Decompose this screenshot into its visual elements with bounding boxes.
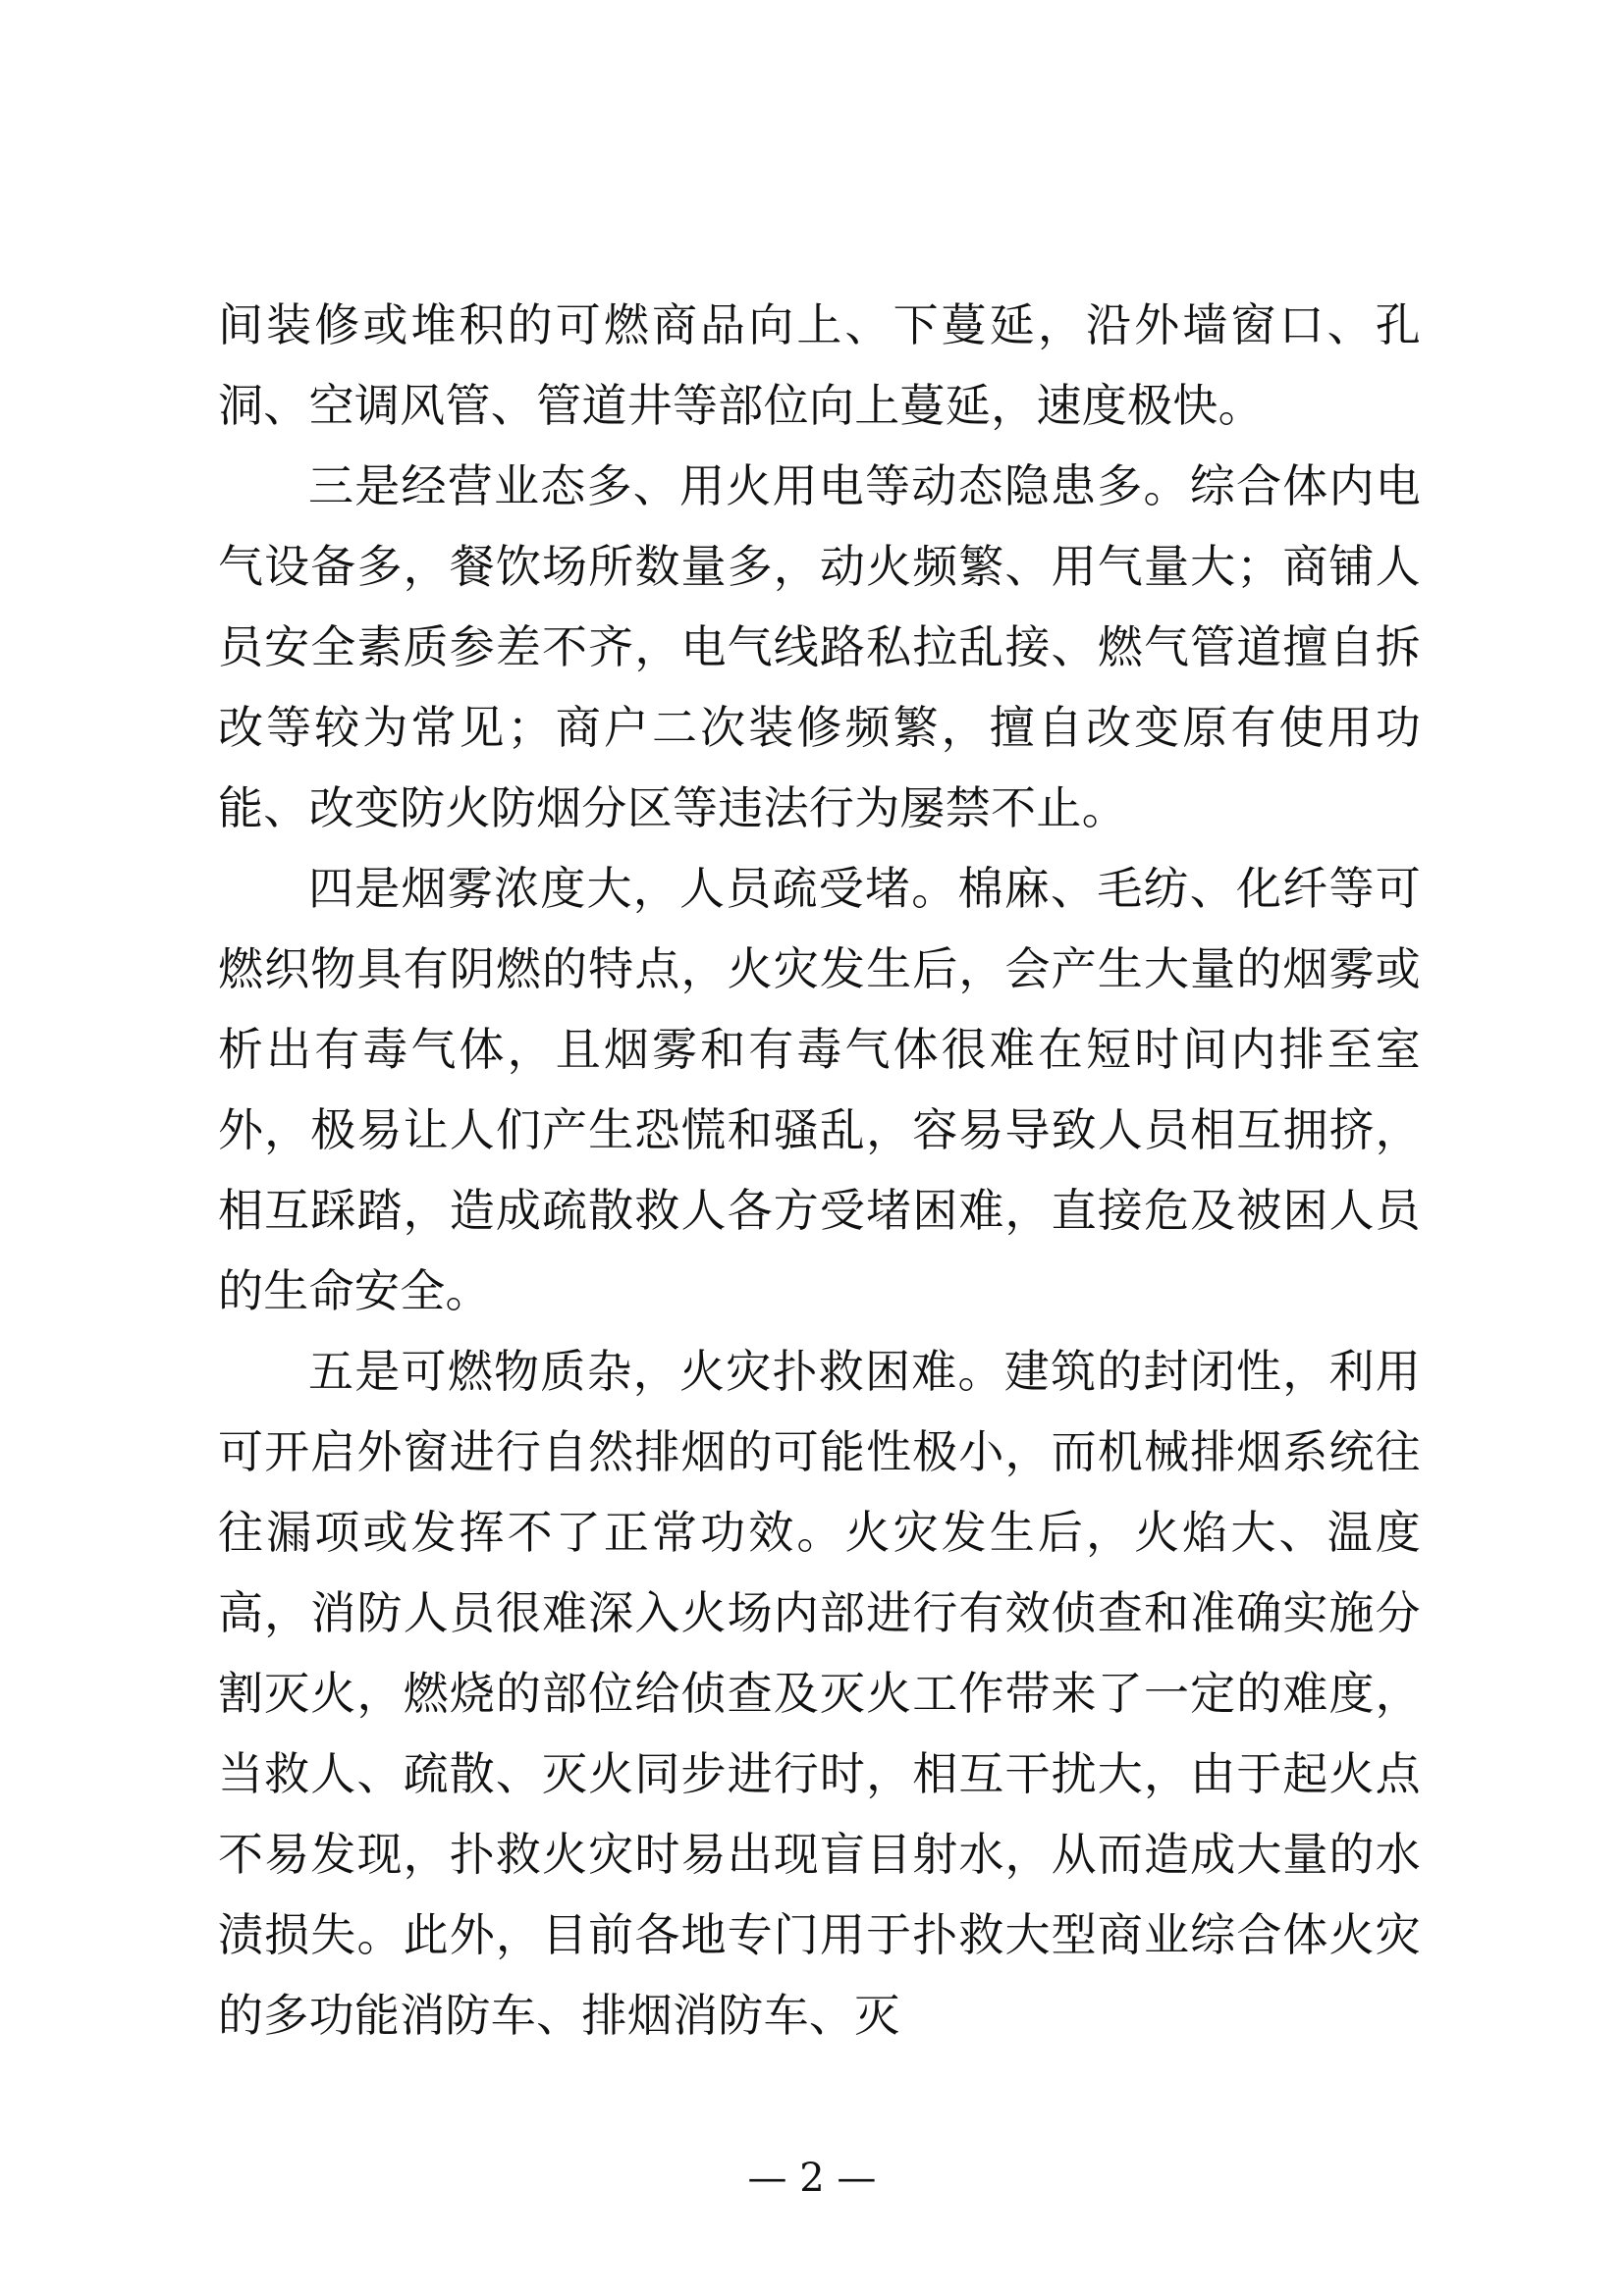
paragraph-continuation: 间装修或堆积的可燃商品向上、下蔓延，沿外墙窗口、孔洞、空调风管、管道井等部位向上蔓延，速度极快。 — [218, 298, 1421, 432]
paragraph-point-five: 五是可燃物质杂，火灾扑救困难。建筑的封闭性，利用可开启外窗进行自然排烟的可能性极小，而机械排烟系统往往漏项或发挥不了正常功效。火灾发生后，火焰大、温度高，消防人员很难深入火场内部进行有效侦查和准确实施分割灭火，燃烧的部位给侦查及灭火工作带来了一定的难度，当救人、疏散、灭火同步进行时，相互干扰大，由于起火点不易发现，扑救火灾时易出现盲目射水，从而造成大量的水渍损失。此外，目前各地专门用于扑救大型商业综合体火灾的多功能消防车、排烟消防车、灭 — [218, 1345, 1421, 2042]
page-number: — 2 — — [747, 2156, 877, 2201]
body-text — [218, 285, 1421, 2056]
paragraph-point-three: 三是经营业态多、用火用电等动态隐患多。综合体内电气设备多，餐饮场所数量多，动火频繁、用气量大；商铺人员安全素质参差不齐，电气线路私拉乱接、燃气管道擅自拆改等较为常见；商户二次装修频繁，擅自改变原有使用功能、改变防火防烟分区等违法行为屡禁不止。 — [218, 459, 1421, 834]
paragraph-point-four: 四是烟雾浓度大，人员疏受堵。棉麻、毛纺、化纤等可燃织物具有阴燃的特点，火灾发生后，会产生大量的烟雾或析出有毒气体，且烟雾和有毒气体很难在短时间内排至室外，极易让人们产生恐慌和骚乱，容易导致人员相互拥挤，相互踩踏，造成疏散救人各方受堵困难，直接危及被困人员的生命安全。 — [218, 862, 1421, 1317]
